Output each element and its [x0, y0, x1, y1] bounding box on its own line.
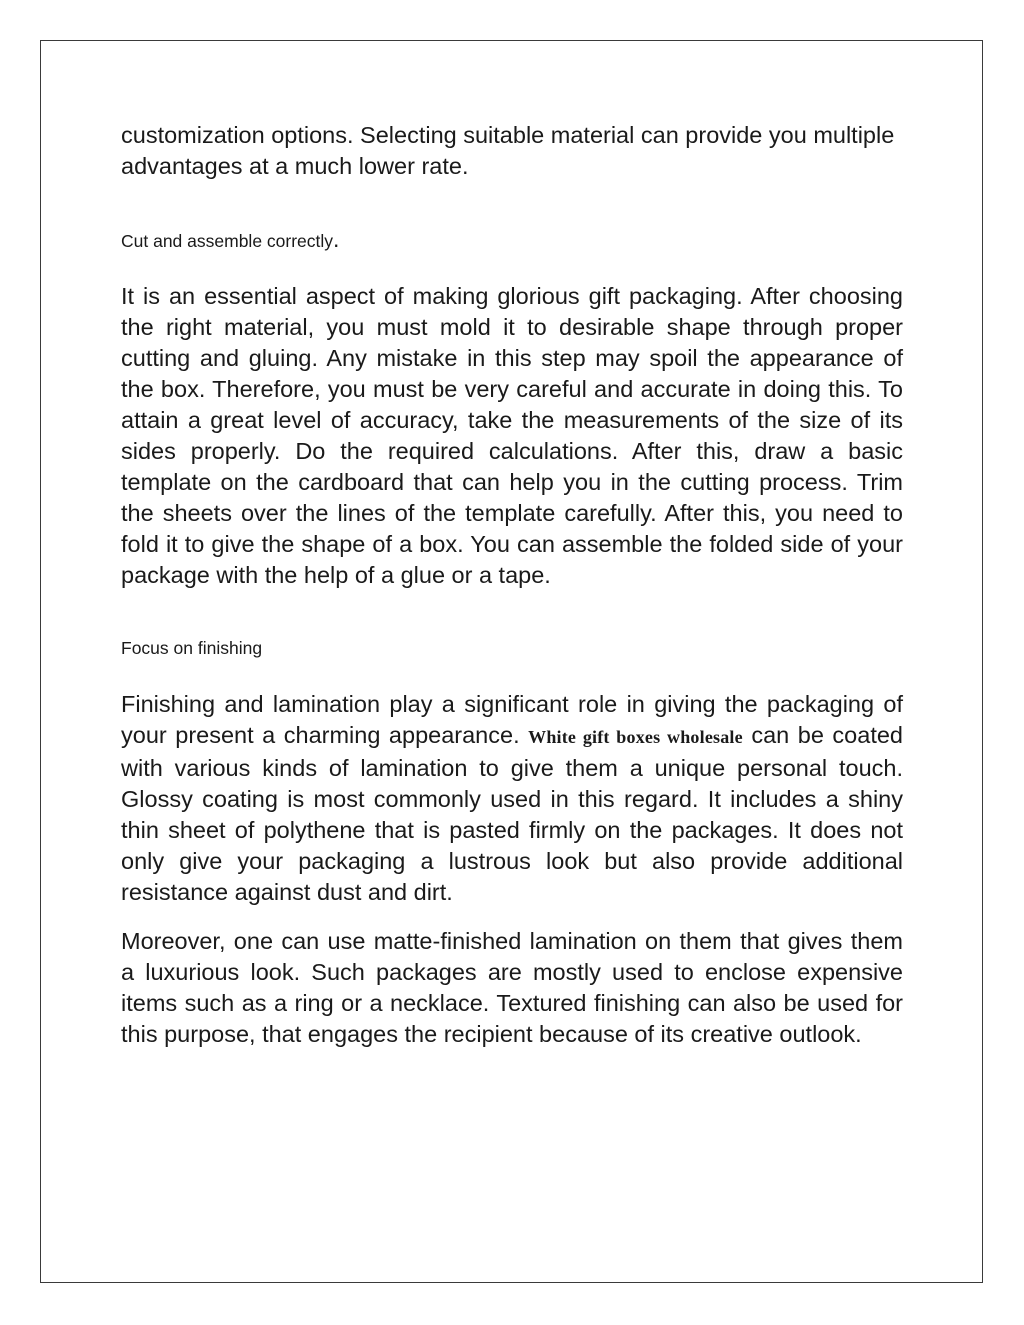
finishing-text-after: can be coated with various kinds of lamination to give them a unique personal touch. Glossy coating is most commonly used in this regard. It includes a shiny thin sheet of polythene that is pasted firmly on the packages. It does not only give your packaging a lustrous look but also provide additional resistance against dust and dirt.	[121, 722, 903, 905]
section-heading-punct: .	[333, 226, 340, 252]
finishing-text-before: Finishing and lamination play a significant role in giving the packaging of your present a charming appearance.	[121, 691, 903, 748]
document-content	[121, 120, 903, 1050]
section-heading-finishing: Focus on finishing	[121, 638, 263, 658]
intro-paragraph: customization options. Selecting suitable material can provide you multiple advantages at a much lower rate.	[121, 122, 895, 179]
section-body-matte: Moreover, one can use matte-finished lamination on them that gives them a luxurious look. Such packages are mostly used to enclose expensive items such as a ring or a necklace. Textured finishing can also be used for this purpose, that engages the recipient because of its creative outlook.	[121, 928, 903, 1047]
section-heading-text: Cut and assemble correctly	[121, 231, 334, 251]
keyword-white-gift-boxes: White gift boxes wholesale	[528, 727, 743, 747]
section-heading-cut-assemble	[121, 228, 903, 252]
section-body-finishing	[121, 689, 903, 908]
section-body-cut-assemble: It is an essential aspect of making glorious gift packaging. After choosing the right material, you must mold it to desirable shape through proper cutting and gluing. Any mistake in this step may spoil the appearance of the box. Therefore, you must be very careful and accurate in doing this. To attain a great level of accuracy, take the measurements of the size of its sides properly. Do the required calculations. After this, draw a basic template on the cardboard that can help you in the cutting process. Trim the sheets over the lines of the template carefully. After this, you need to fold it to give the shape of a box. You can assemble the folded side of your package with the help of a glue or a tape.	[121, 283, 903, 588]
